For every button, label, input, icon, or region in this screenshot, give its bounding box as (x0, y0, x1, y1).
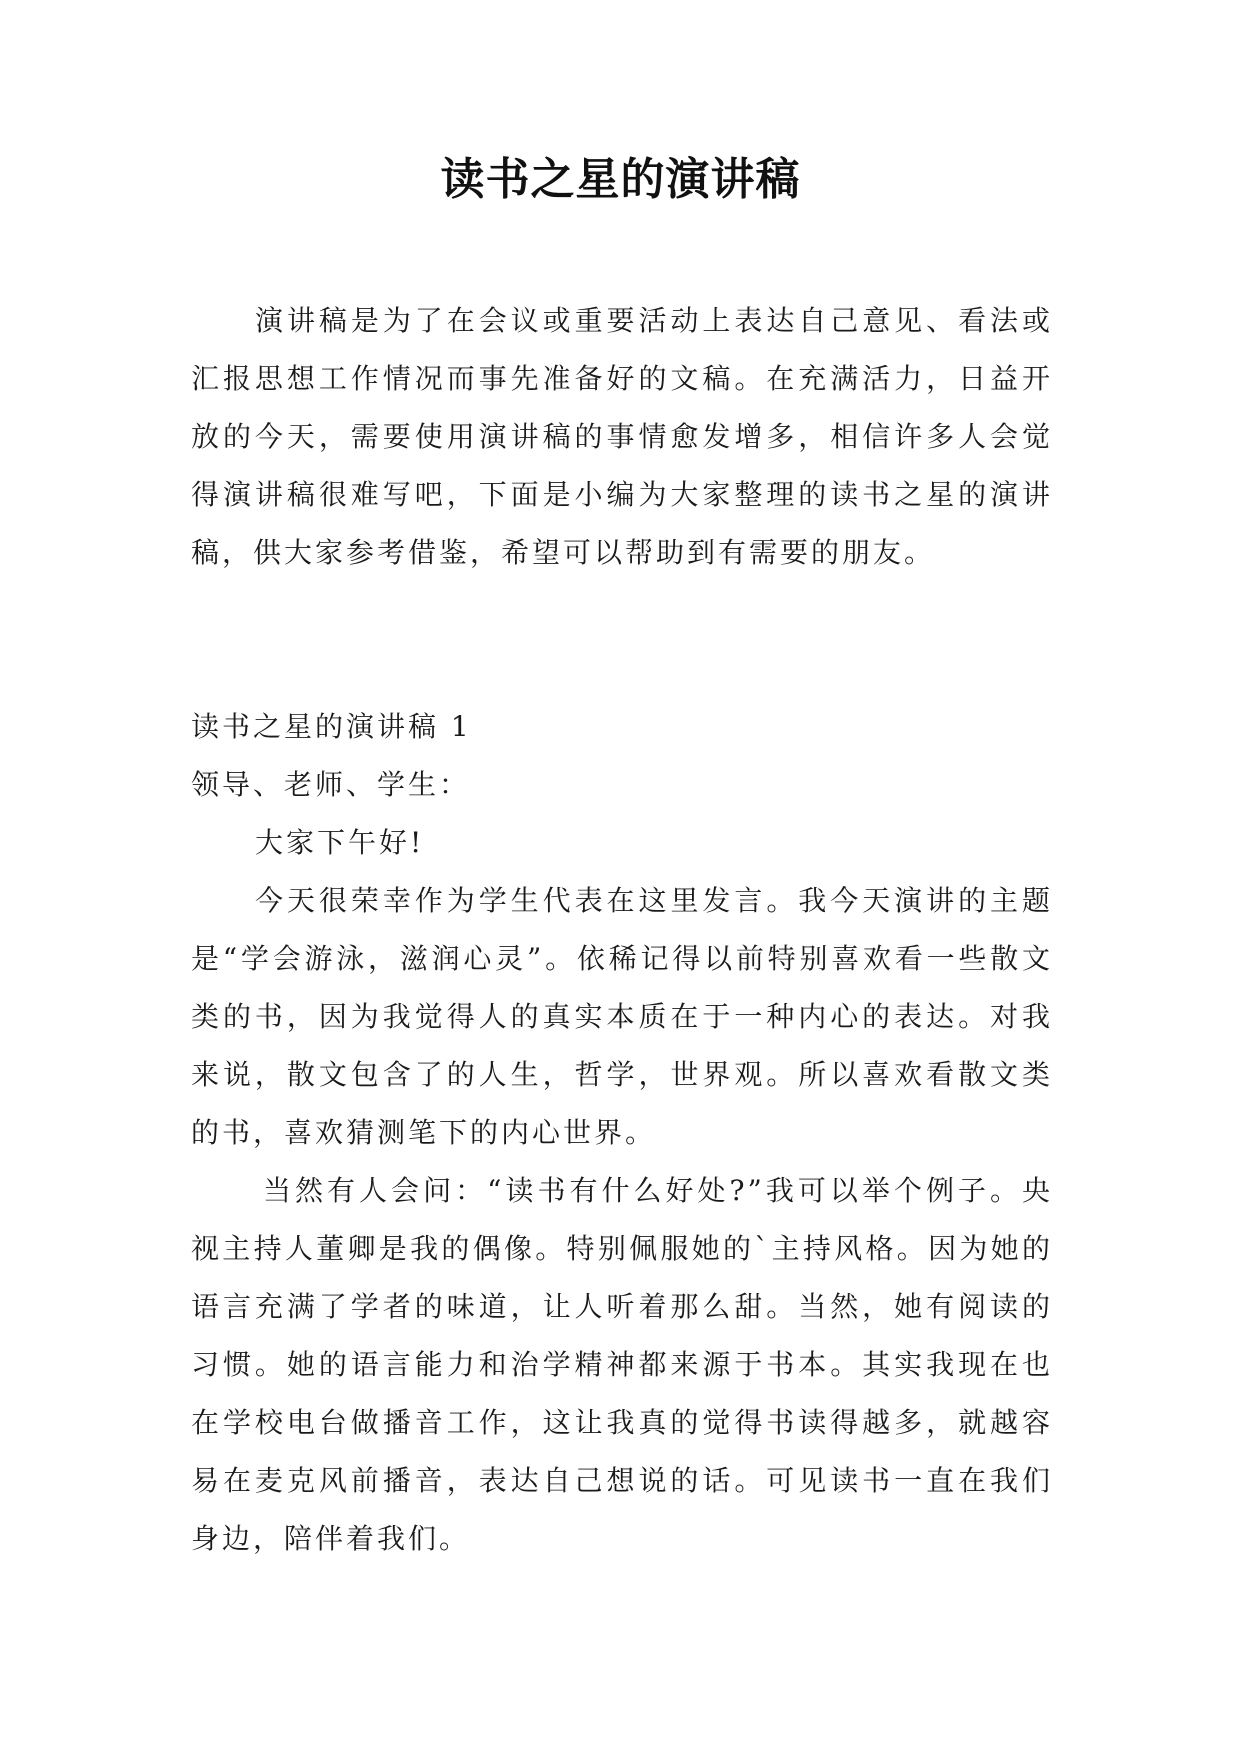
speech-paragraph-2: 当然有人会问：“读书有什么好处?”我可以举个例子。央视主持人董卿是我的偶像。特别佩服她的`主持风格。因为她的语言充满了学者的味道，让人听着那么甜。当然，她有阅读的习惯。她的语言能力和治学精神都来源于书本。其实我现在也在学校电台做播音工作，这让我真的觉得书读得越多，就越容易在麦克风前播音，表达自己想说的话。可见读书一直在我们身边，陪伴着我们。 (191, 1174, 1053, 1555)
speech-block (191, 698, 1053, 1568)
section-heading: 读书之星的演讲稿 1 (191, 710, 472, 743)
salutation: 领导、老师、学生： (191, 768, 471, 801)
intro-paragraph: 演讲稿是为了在会议或重要活动上表达自己意见、看法或汇报思想工作情况而事先准备好的文稿。在充满活力，日益开放的今天，需要使用演讲稿的事情愈发增多，相信许多人会觉得演讲稿很难写吧，下面是小编为大家整理的读书之星的演讲稿，供大家参考借鉴，希望可以帮助到有需要的朋友。 (191, 304, 1053, 569)
intro-block (191, 292, 1053, 582)
greeting: 大家下午好! (255, 826, 425, 859)
document-title: 读书之星的演讲稿 (440, 154, 801, 205)
speech-paragraph-1: 今天很荣幸作为学生代表在这里发言。我今天演讲的主题是“学会游泳，滋润心灵”。依稀记得以前特别喜欢看一些散文类的书，因为我觉得人的真实本质在于一种内心的表达。对我来说，散文包含了的人生，哲学，世界观。所以喜欢看散文类的书，喜欢猜测笔下的内心世界。 (191, 884, 1053, 1149)
